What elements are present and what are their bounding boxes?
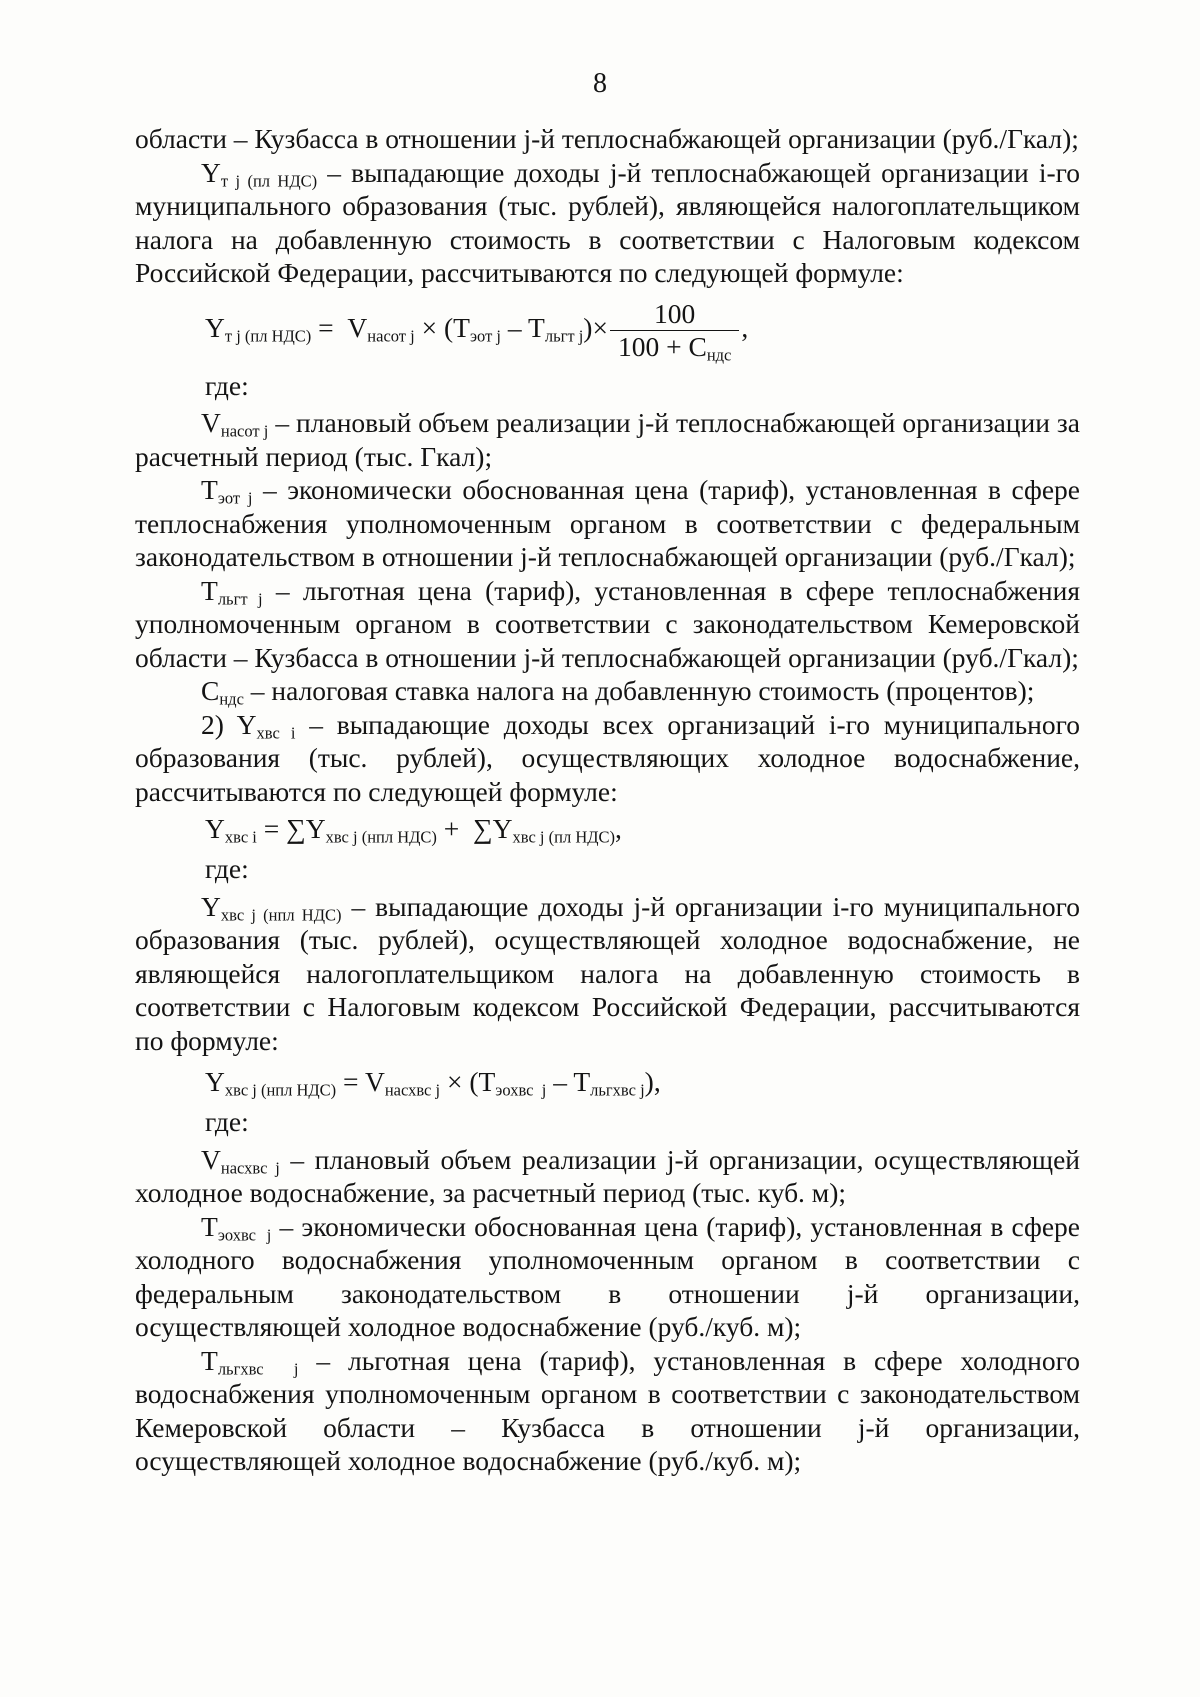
formula-subscript: эот j xyxy=(469,325,502,345)
denominator-text: 100 + C xyxy=(617,330,707,362)
document-body xyxy=(135,122,1080,1478)
formula-subscript: эохвс j xyxy=(495,1080,547,1100)
formula-operator: + ∑ xyxy=(436,813,493,844)
formula-subscript: ндс xyxy=(706,345,732,365)
formula-symbol: T xyxy=(573,1066,591,1097)
symbol: T xyxy=(201,474,218,505)
symbol-subscript: насхвс j xyxy=(220,1158,280,1178)
symbol-subscript: льгхвс j xyxy=(217,1359,299,1379)
formula-operator: = xyxy=(336,1066,365,1097)
paragraph-tlgt-definition xyxy=(135,574,1080,675)
paragraph-vhvs-definition xyxy=(135,1143,1080,1210)
formula-operator: ), xyxy=(644,1066,661,1097)
paragraph-item-2 xyxy=(135,708,1080,809)
symbol: Y xyxy=(201,890,221,922)
where-label: где: xyxy=(205,1106,249,1137)
formula-subscript: хвс j (пл НДС) xyxy=(512,827,615,847)
formula-yhvs-sum xyxy=(205,812,1080,846)
symbol: T xyxy=(201,1344,218,1376)
formula-symbol: Y xyxy=(205,1066,225,1097)
symbol: T xyxy=(201,574,218,606)
formula-symbol: V xyxy=(364,1066,385,1097)
formula-symbol: Y xyxy=(305,813,326,844)
definition-text: – выпадающие доходы j-й организации i-го муниципального образования (тыс. рублей), осуществляющей холодное водоснабжение, не являющейся налогоплательщиком налога на добавленную стоимость в соответствии с Налоговым кодексом Российской Федерации, рассчитываются по формуле: xyxy=(135,890,1080,1056)
formula-subscript: хвс j (нпл НДС) xyxy=(325,827,437,847)
formula-operator: = ∑ xyxy=(256,813,306,844)
symbol: C xyxy=(201,675,220,706)
symbol-subscript: эохвс j xyxy=(217,1225,272,1245)
definition-text: – экономически обоснованная цена (тариф), установленная в сфере холодного водоснабжения уполномоченным органом в соответствии с федеральным законодательством в отношении j-й организации, осуществляющей холодное водоснабжение (руб./куб. м); xyxy=(135,1210,1080,1342)
where-label: где: xyxy=(205,853,249,884)
formula-operator: – xyxy=(501,311,529,343)
fraction-denominator xyxy=(610,331,739,363)
definition-text: – выпадающие доходы всех организаций i-го муниципального образования (тыс. рублей), осуществляющих холодное водоснабжение, рассчитываются по следующей формуле: xyxy=(135,708,1080,807)
formula-operator: = xyxy=(311,311,341,343)
page-number: 8 xyxy=(593,68,607,99)
formula-subscript: насот j xyxy=(367,325,415,345)
formula-symbol: T xyxy=(453,311,470,343)
paragraph-teohvs-definition xyxy=(135,1210,1080,1344)
formula-symbol: V xyxy=(347,311,368,343)
symbol-subscript: т j (пл НДС) xyxy=(220,171,318,191)
formula-punctuation: , xyxy=(741,311,749,343)
formula-operator: – xyxy=(546,1066,574,1097)
formula-symbol: Y xyxy=(205,311,225,343)
formula-ytj xyxy=(205,298,1080,363)
paragraph-intro: области – Кузбасса в отношении j-й теплоснабжающей организации (руб./Гкал); xyxy=(135,123,1079,154)
definition-text: – плановый объем реализации j-й теплоснабжающей организации за расчетный период (тыс. Гкал); xyxy=(135,407,1080,472)
symbol-subscript: хвс i xyxy=(256,723,296,743)
symbol: T xyxy=(201,1210,218,1242)
item-number: 2) xyxy=(201,708,237,740)
formula-symbol: Y xyxy=(492,813,513,844)
formula-subscript: хвс j (нпл НДС) xyxy=(224,1080,337,1100)
symbol-subscript: ндс xyxy=(219,689,244,709)
symbol-subscript: хвс j (нпл НДС) xyxy=(220,905,342,925)
paragraph-ytj-definition xyxy=(135,156,1080,290)
fraction-numerator: 100 xyxy=(610,298,739,331)
formula-symbol: T xyxy=(528,311,545,343)
formula-symbol: Y xyxy=(205,813,225,844)
symbol: Y xyxy=(236,708,257,740)
formula-yhvs-npl xyxy=(205,1065,1080,1099)
definition-text: – плановый объем реализации j-й организации, осуществляющей холодное водоснабжение, за расчетный период (тыс. куб. м); xyxy=(135,1143,1080,1208)
symbol: V xyxy=(201,1143,221,1175)
formula-fraction xyxy=(610,298,739,363)
definition-text: – выпадающие доходы j-й теплоснабжающей организации i-го муниципального образования (тыс. рублей), являющейся налогоплательщиком налога на добавленную стоимость в соответствии с Налоговым кодексом Российской Федерации, рассчитываются по следующей формуле: xyxy=(135,156,1081,288)
symbol-subscript: льгт j xyxy=(217,589,263,609)
symbol: Y xyxy=(201,156,221,188)
formula-operator: × ( xyxy=(414,311,454,343)
symbol-subscript: насот j xyxy=(220,421,269,441)
formula-operator: × ( xyxy=(440,1066,479,1097)
definition-text: – льготная цена (тариф), установленная в сфере холодного водоснабжения уполномоченным органом в соответствии с законодательством Кемеровской области – Кузбасса в отношении j-й организации, осуществляющей холодное водоснабжение (руб./куб. м); xyxy=(135,1344,1080,1476)
paragraph-v-definition xyxy=(135,406,1080,473)
symbol-subscript: эот j xyxy=(217,488,253,508)
formula-subscript: льгт j xyxy=(544,325,584,345)
formula-subscript: льгхвс j xyxy=(590,1080,645,1100)
definition-text: – экономически обоснованная цена (тариф), установленная в сфере теплоснабжения уполномоченным органом в соответствии с федеральным законодательством в отношении j-й теплоснабжающей организации (руб./Гкал); xyxy=(135,474,1080,572)
formula-punctuation: , xyxy=(615,813,622,844)
paragraph-teot-definition xyxy=(135,473,1080,574)
paragraph-tlghvs-definition xyxy=(135,1344,1080,1478)
formula-subscript: хвс i xyxy=(224,827,257,847)
paragraph-c-definition xyxy=(135,674,1080,708)
where-label: где: xyxy=(205,369,249,401)
symbol: V xyxy=(201,407,221,438)
paragraph-yhvs-definition xyxy=(135,890,1080,1058)
formula-subscript: т j (пл НДС) xyxy=(224,325,312,345)
formula-symbol: T xyxy=(478,1066,496,1097)
formula-operator: )× xyxy=(583,311,608,343)
formula-subscript: насхвс j xyxy=(384,1080,441,1100)
definition-text: – льготная цена (тариф), установленная в сфере теплоснабжения уполномоченным органом в соответствии с законодательством Кемеровской области – Кузбасса в отношении j-й теплоснабжающей организации (руб./Гкал); xyxy=(135,574,1080,673)
definition-text: – налоговая ставка налога на добавленную стоимость (процентов); xyxy=(243,675,1035,706)
